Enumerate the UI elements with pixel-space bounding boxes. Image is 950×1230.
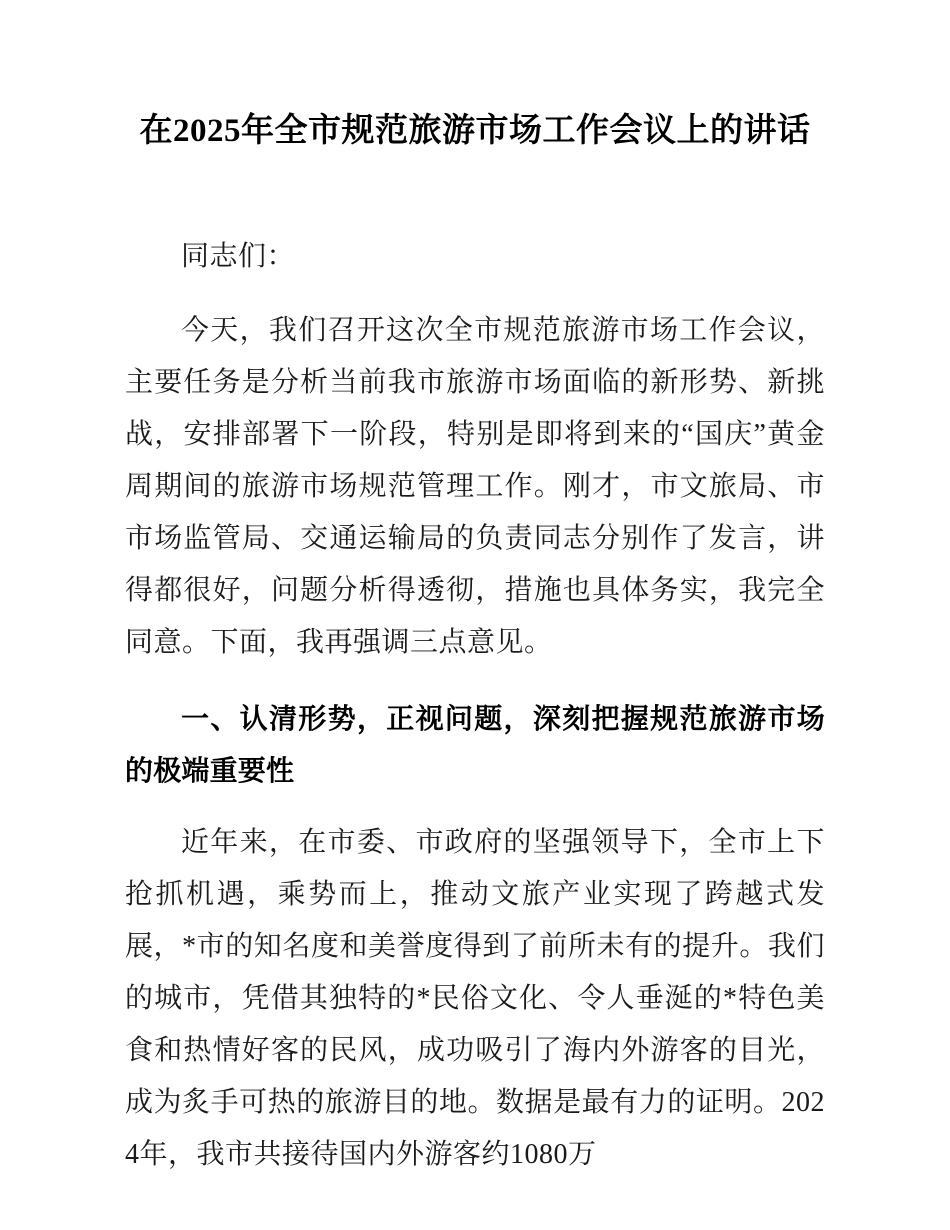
- paragraph-recent-years: 近年来，在市委、市政府的坚强领导下，全市上下抢抓机遇，乘势而上，推动文旅产业实现了跨越式发展，*市的知名度和美誉度得到了前所未有的提升。我们的城市，凭借其独特的*民俗文化、令人垂涎的*特色美食和热情好客的民风，成功吸引了海内外游客的目光，成为炙手可热的旅游目的地。数据是最有力的证明。2024年，我市共接待国内外游客约1080万: [125, 827, 825, 1170]
- page-title: 在2025年全市规范旅游市场工作会议上的讲话: [139, 113, 811, 149]
- document-content: [125, 0, 825, 1181]
- section-heading-1: 一、认清形势，正视问题，深刻把握规范旅游市场的极端重要性: [125, 703, 825, 786]
- salutation: 同志们：: [181, 241, 296, 272]
- paragraph-opening-remarks: 今天，我们召开这次全市规范旅游市场工作会议，主要任务是分析当前我市旅游市场面临的新形势、新挑战，安排部署下一阶段，特别是即将到来的“国庆”黄金周期间的旅游市场规范管理工作。刚才，市文旅局、市市场监管局、交通运输局的负责同志分别作了发言，讲得都很好，问题分析得透彻，措施也具体务实，我完全同意。下面，我再强调三点意见。: [125, 315, 825, 658]
